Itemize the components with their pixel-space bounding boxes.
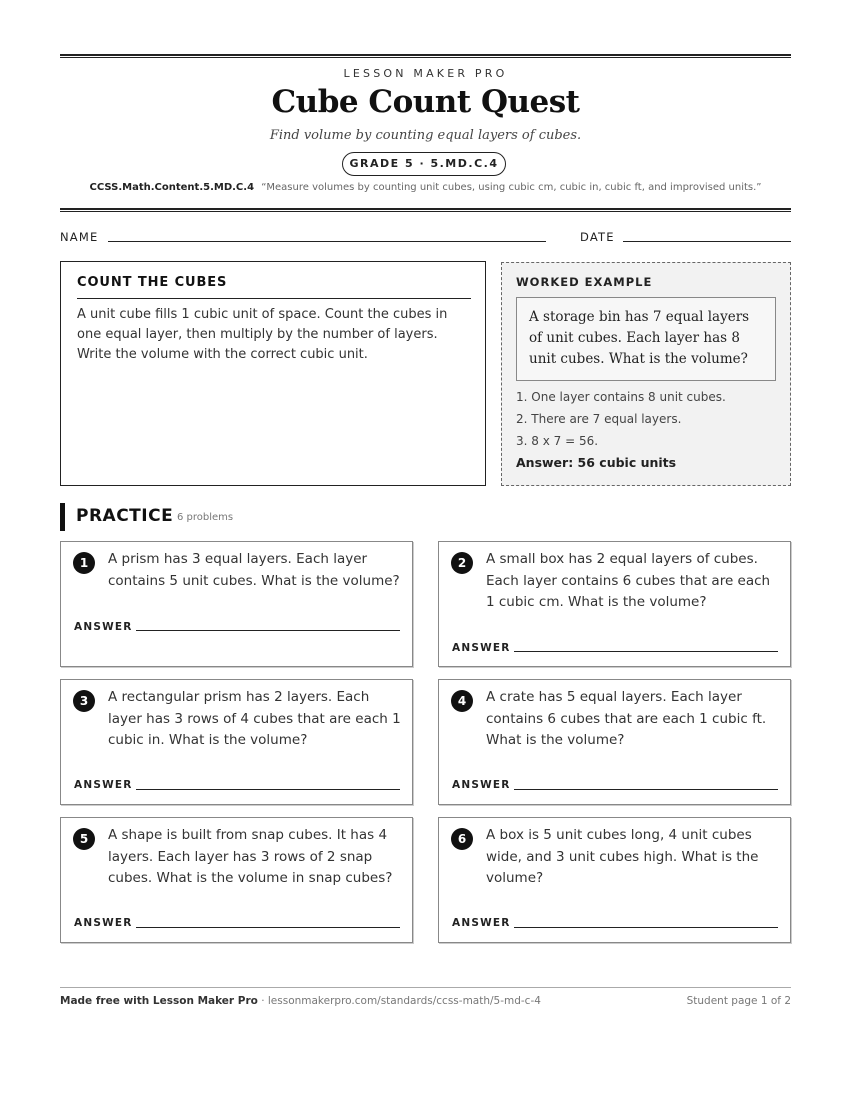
problem-text: A small box has 2 equal layers of cubes. Each layer contains 6 cubes that are each 1 cubic cm. What is the volume? xyxy=(486,551,771,610)
worksheet-page xyxy=(60,0,791,1100)
problem-number-badge: 2 xyxy=(451,552,473,574)
worked-example-step: 2. There are 7 equal layers. xyxy=(516,412,682,426)
problem-number-badge: 1 xyxy=(73,552,95,574)
worked-example-step: 1. One layer contains 8 unit cubes. xyxy=(516,390,726,404)
problem-card-2 xyxy=(438,541,791,667)
worked-example-steps xyxy=(516,386,778,452)
answer-label: ANSWER xyxy=(452,779,511,791)
problem-text: A box is 5 unit cubes long, 4 unit cubes wide, and 3 unit cubes high. What is the volume? xyxy=(486,827,759,886)
problem-card-1 xyxy=(60,541,413,667)
footer-credit xyxy=(60,995,541,1007)
answer-label: ANSWER xyxy=(452,642,511,654)
worked-example-step: 3. 8 x 7 = 56. xyxy=(516,434,599,448)
standard-code: CCSS.Math.Content.5.MD.C.4 xyxy=(89,182,255,193)
answer-field[interactable] xyxy=(514,651,778,652)
problem-number-badge: 3 xyxy=(73,690,95,712)
count-the-cubes-heading: COUNT THE CUBES xyxy=(77,275,228,290)
footer-url[interactable]: · lessonmakerpro.com/standards/ccss-math/5-md-c-4 xyxy=(257,995,541,1007)
worked-example-problem: A storage bin has 7 equal layers of unit cubes. Each layer has 8 unit cubes. What is the volume? xyxy=(516,297,776,381)
problem-number-badge: 6 xyxy=(451,828,473,850)
practice-accent-bar xyxy=(60,503,65,531)
answer-field[interactable] xyxy=(136,630,400,631)
date-label: DATE xyxy=(580,230,615,244)
page-subtitle: Find volume by counting equal layers of cubes. xyxy=(269,128,582,143)
heading-divider xyxy=(77,298,471,299)
grade-badge: GRADE 5 · 5.MD.C.4 xyxy=(342,152,506,176)
problem-text: A crate has 5 equal layers. Each layer contains 6 cubes that are each 1 cubic ft. What is the volume? xyxy=(486,689,767,748)
standard-line xyxy=(60,182,791,193)
name-field[interactable] xyxy=(108,241,546,242)
problem-number-badge: 5 xyxy=(73,828,95,850)
count-the-cubes-text: A unit cube fills 1 cubic unit of space. Count the cubes in one equal layer, then multiply by the number of layers. Write the volume with the correct cubic unit. xyxy=(77,307,448,362)
page-title: Cube Count Quest xyxy=(271,84,580,120)
answer-field[interactable] xyxy=(514,927,778,928)
worked-example-answer: Answer: 56 cubic units xyxy=(516,455,677,470)
problem-card-4 xyxy=(438,679,791,805)
standard-text: “Measure volumes by counting unit cubes, using cubic cm, cubic in, cubic ft, and improvised units.” xyxy=(261,182,762,193)
problem-card-5 xyxy=(60,817,413,943)
answer-label: ANSWER xyxy=(452,917,511,929)
count-the-cubes-box xyxy=(60,261,486,486)
answer-label: ANSWER xyxy=(74,779,133,791)
worked-example-heading: WORKED EXAMPLE xyxy=(516,275,653,289)
answer-field[interactable] xyxy=(136,927,400,928)
practice-count: 6 problems xyxy=(177,512,234,523)
brand-name: LESSON MAKER PRO xyxy=(343,67,508,80)
problem-text: A shape is built from snap cubes. It has 4 layers. Each layer has 3 rows of 2 snap cubes. What is the volume in snap cubes? xyxy=(108,827,393,886)
answer-field[interactable] xyxy=(136,789,400,790)
footer-page-number: Student page 1 of 2 xyxy=(686,995,791,1007)
problem-number-badge: 4 xyxy=(451,690,473,712)
answer-label: ANSWER xyxy=(74,621,133,633)
problem-text: A rectangular prism has 2 layers. Each layer has 3 rows of 4 cubes that are each 1 cubic in. What is the volume? xyxy=(108,689,401,748)
problem-card-3 xyxy=(60,679,413,805)
date-field[interactable] xyxy=(623,241,791,242)
header-double-rule xyxy=(60,208,791,212)
answer-label: ANSWER xyxy=(74,917,133,929)
footer-divider xyxy=(60,987,791,988)
answer-field[interactable] xyxy=(514,789,778,790)
problem-text: A prism has 3 equal layers. Each layer contains 5 unit cubes. What is the volume? xyxy=(108,551,400,589)
name-label: NAME xyxy=(60,230,99,244)
worked-example-box xyxy=(501,262,791,486)
top-double-rule xyxy=(60,54,791,58)
footer-brand: Made free with Lesson Maker Pro xyxy=(60,995,258,1007)
practice-heading: PRACTICE xyxy=(76,506,174,526)
problem-card-6 xyxy=(438,817,791,943)
